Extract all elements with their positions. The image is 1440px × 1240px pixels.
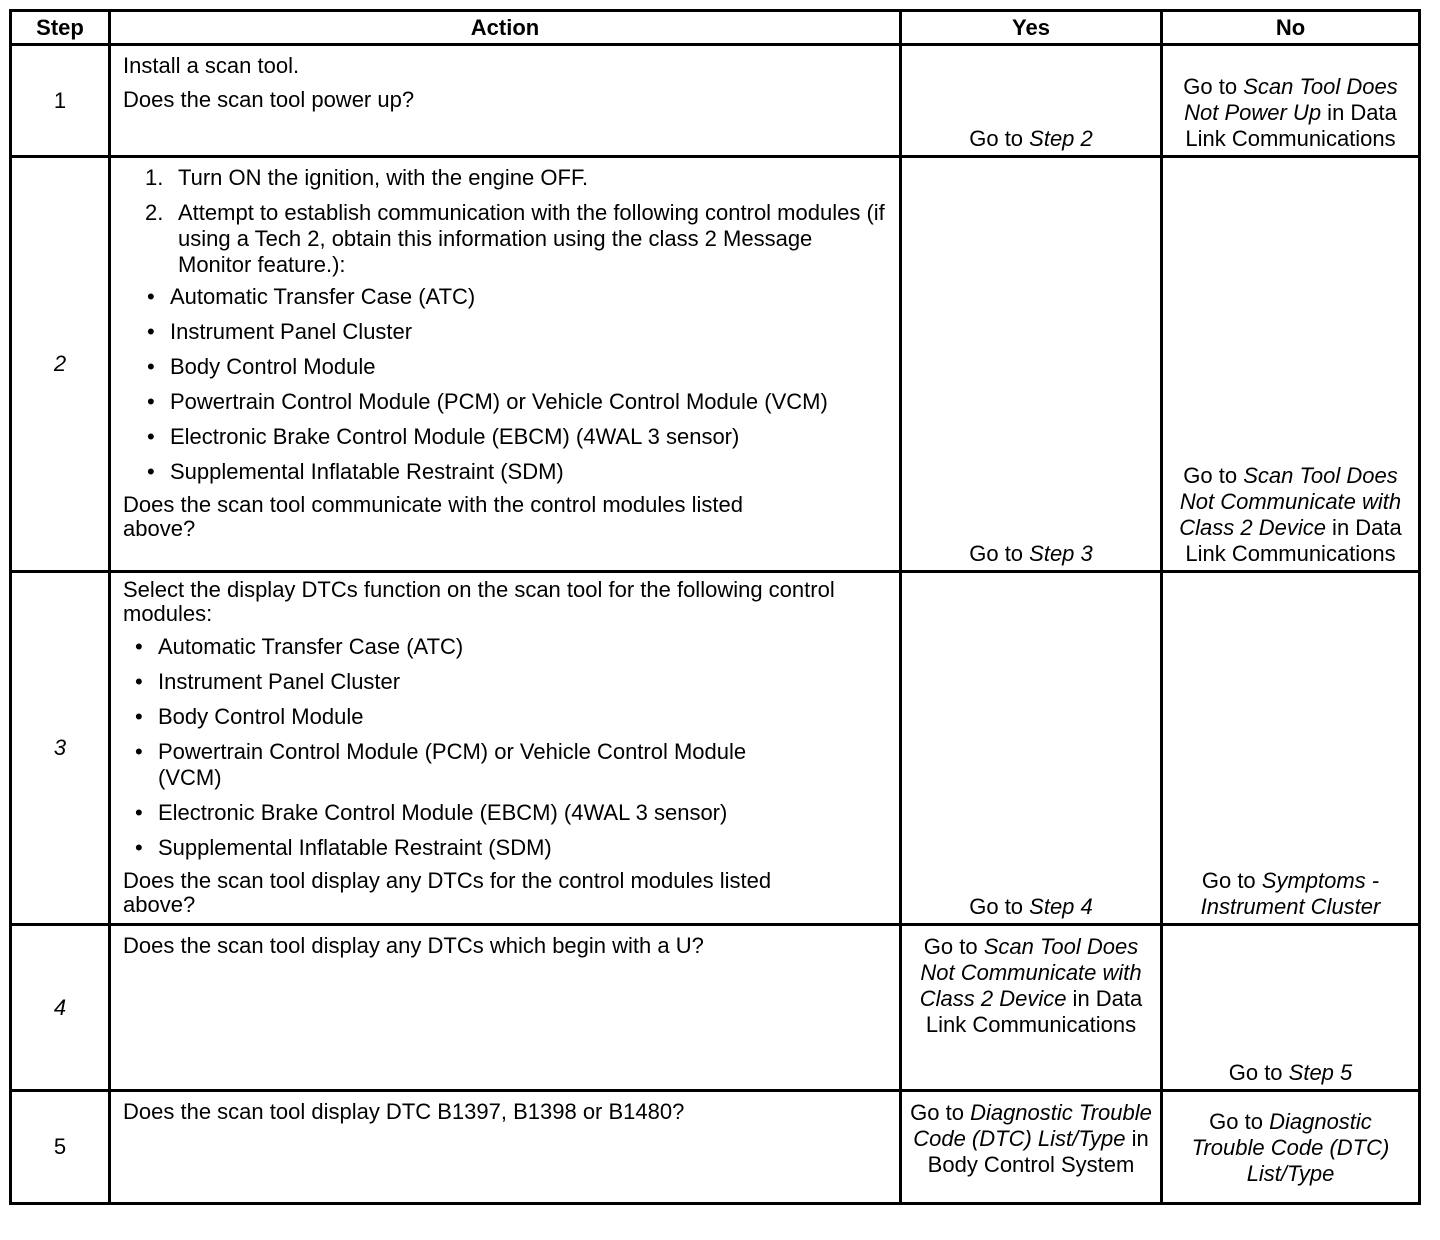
no-prefix: Go to xyxy=(1209,1108,1270,1134)
list-text: Body Control Module xyxy=(158,704,364,729)
bullet-list xyxy=(123,284,889,485)
step-number: 5 xyxy=(11,1091,110,1204)
header-step: Step xyxy=(11,11,110,45)
no-link[interactable]: Step 5 xyxy=(1288,1060,1353,1085)
bullet-icon: • xyxy=(135,704,143,729)
no-link[interactable]: Scan Tool Does Not Power Up xyxy=(1184,74,1398,125)
list-text: Electronic Brake Control Module (EBCM) (4WAL 3 sensor) xyxy=(170,424,740,449)
bullet-icon: • xyxy=(147,284,155,309)
table-row xyxy=(11,45,1420,157)
no-cell xyxy=(1162,45,1420,157)
step-number: 2 xyxy=(11,157,110,572)
bullet-icon: • xyxy=(147,319,155,344)
list-text: Electronic Brake Control Module (EBCM) (4WAL 3 sensor) xyxy=(158,800,728,825)
yes-prefix: Go to xyxy=(969,894,1030,919)
bullet-icon: • xyxy=(135,739,143,764)
list-item xyxy=(123,459,889,485)
list-item xyxy=(123,389,889,415)
yes-prefix: Go to xyxy=(910,1100,971,1125)
header-no: No xyxy=(1162,11,1420,45)
bullet-icon: • xyxy=(147,354,155,379)
no-prefix: Go to xyxy=(1228,1060,1289,1085)
list-item xyxy=(123,669,889,695)
no-link[interactable]: Symptoms - Instrument Cluster xyxy=(1200,868,1381,919)
list-text: Powertrain Control Module (PCM) or Vehicle Control Module (VCM) xyxy=(158,739,747,790)
action-question: Does the scan tool communicate with the control modules listed above? xyxy=(123,492,743,541)
table-row xyxy=(11,157,1420,572)
yes-link[interactable]: Step 3 xyxy=(1029,541,1093,566)
step-number: 3 xyxy=(11,572,110,925)
list-item xyxy=(123,634,889,660)
yes-cell xyxy=(901,157,1162,572)
yes-cell xyxy=(901,925,1162,1091)
bullet-icon: • xyxy=(147,459,155,484)
no-prefix: Go to xyxy=(1183,74,1244,99)
bullet-icon: • xyxy=(147,424,155,449)
list-text: Instrument Panel Cluster xyxy=(170,319,413,344)
action-cell xyxy=(110,925,901,1091)
list-text: Automatic Transfer Case (ATC) xyxy=(158,634,464,659)
bullet-icon: • xyxy=(135,634,143,659)
action-cell xyxy=(110,572,901,925)
list-number: 1. xyxy=(145,165,164,190)
yes-cell xyxy=(901,45,1162,157)
action-cell xyxy=(110,45,901,157)
yes-prefix: Go to xyxy=(969,126,1030,151)
action-question: Does the scan tool display any DTCs for the control modules listed above? xyxy=(123,868,772,917)
yes-prefix: Go to xyxy=(923,934,984,959)
table-row xyxy=(11,925,1420,1091)
action-cell xyxy=(110,157,901,572)
header-row xyxy=(11,11,1420,45)
bullet-icon: • xyxy=(147,389,155,414)
table-row xyxy=(11,1091,1420,1204)
list-text: Turn ON the ignition, with the engine OFF. xyxy=(178,165,589,190)
yes-cell xyxy=(901,1091,1162,1204)
list-text: Supplemental Inflatable Restraint (SDM) xyxy=(158,835,552,860)
list-item xyxy=(123,739,778,791)
yes-suffix: in Body Control System xyxy=(927,1126,1149,1177)
action-text: Install a scan tool. xyxy=(123,53,300,78)
list-item xyxy=(123,424,889,450)
list-item xyxy=(123,835,889,861)
no-cell xyxy=(1162,1091,1420,1204)
yes-link[interactable]: Scan Tool Does Not Communicate with Class 2 Device xyxy=(919,934,1142,1011)
no-prefix: Go to xyxy=(1183,463,1244,488)
action-cell xyxy=(110,1091,901,1204)
list-text: Body Control Module xyxy=(170,354,376,379)
bullet-icon: • xyxy=(135,669,143,694)
action-text: Select the display DTCs function on the scan tool for the following control modules: xyxy=(123,577,835,626)
list-number: 2. xyxy=(145,200,164,225)
diagnostic-table xyxy=(9,9,1421,1205)
list-text: Supplemental Inflatable Restraint (SDM) xyxy=(170,459,564,484)
action-question: Does the scan tool power up? xyxy=(123,87,415,112)
numbered-list xyxy=(123,165,889,278)
list-item xyxy=(123,165,889,191)
no-cell xyxy=(1162,157,1420,572)
step-number: 4 xyxy=(11,925,110,1091)
list-item xyxy=(123,200,889,278)
table-row xyxy=(11,572,1420,925)
action-question: Does the scan tool display any DTCs which begin with a U? xyxy=(123,933,704,958)
yes-suffix: in Data Link Communications xyxy=(925,986,1143,1037)
bullet-list xyxy=(123,634,889,861)
yes-link[interactable]: Step 2 xyxy=(1029,126,1093,151)
step-number: 1 xyxy=(11,45,110,157)
no-cell xyxy=(1162,572,1420,925)
list-item xyxy=(123,704,889,730)
bullet-icon: • xyxy=(135,835,143,860)
no-suffix: in Data Link Communications xyxy=(1185,100,1397,151)
list-item xyxy=(123,284,889,310)
list-text: Automatic Transfer Case (ATC) xyxy=(170,284,476,309)
list-text: Attempt to establish communication with the following control modules (if using a Tech 2, obtain this information using the class 2 Message Monitor feature.): xyxy=(178,200,885,277)
header-action: Action xyxy=(110,11,901,45)
list-item xyxy=(123,319,889,345)
no-suffix: in Data Link Communications xyxy=(1185,515,1402,566)
yes-prefix: Go to xyxy=(969,541,1030,566)
list-text: Powertrain Control Module (PCM) or Vehicle Control Module (VCM) xyxy=(170,389,828,414)
list-text: Instrument Panel Cluster xyxy=(158,669,401,694)
list-item xyxy=(123,800,889,826)
list-item xyxy=(123,354,889,380)
yes-link[interactable]: Diagnostic Trouble Code (DTC) List/Type xyxy=(913,1100,1152,1151)
no-link[interactable]: Diagnostic Trouble Code (DTC) List/Type xyxy=(1191,1108,1390,1186)
no-link[interactable]: Scan Tool Does Not Communicate with Class 2 Device xyxy=(1179,463,1402,540)
no-cell xyxy=(1162,925,1420,1091)
yes-cell xyxy=(901,572,1162,925)
yes-link[interactable]: Step 4 xyxy=(1029,894,1093,919)
bullet-icon: • xyxy=(135,800,143,825)
header-yes: Yes xyxy=(901,11,1162,45)
action-question: Does the scan tool display DTC B1397, B1398 or B1480? xyxy=(123,1099,685,1124)
no-prefix: Go to xyxy=(1201,868,1262,893)
